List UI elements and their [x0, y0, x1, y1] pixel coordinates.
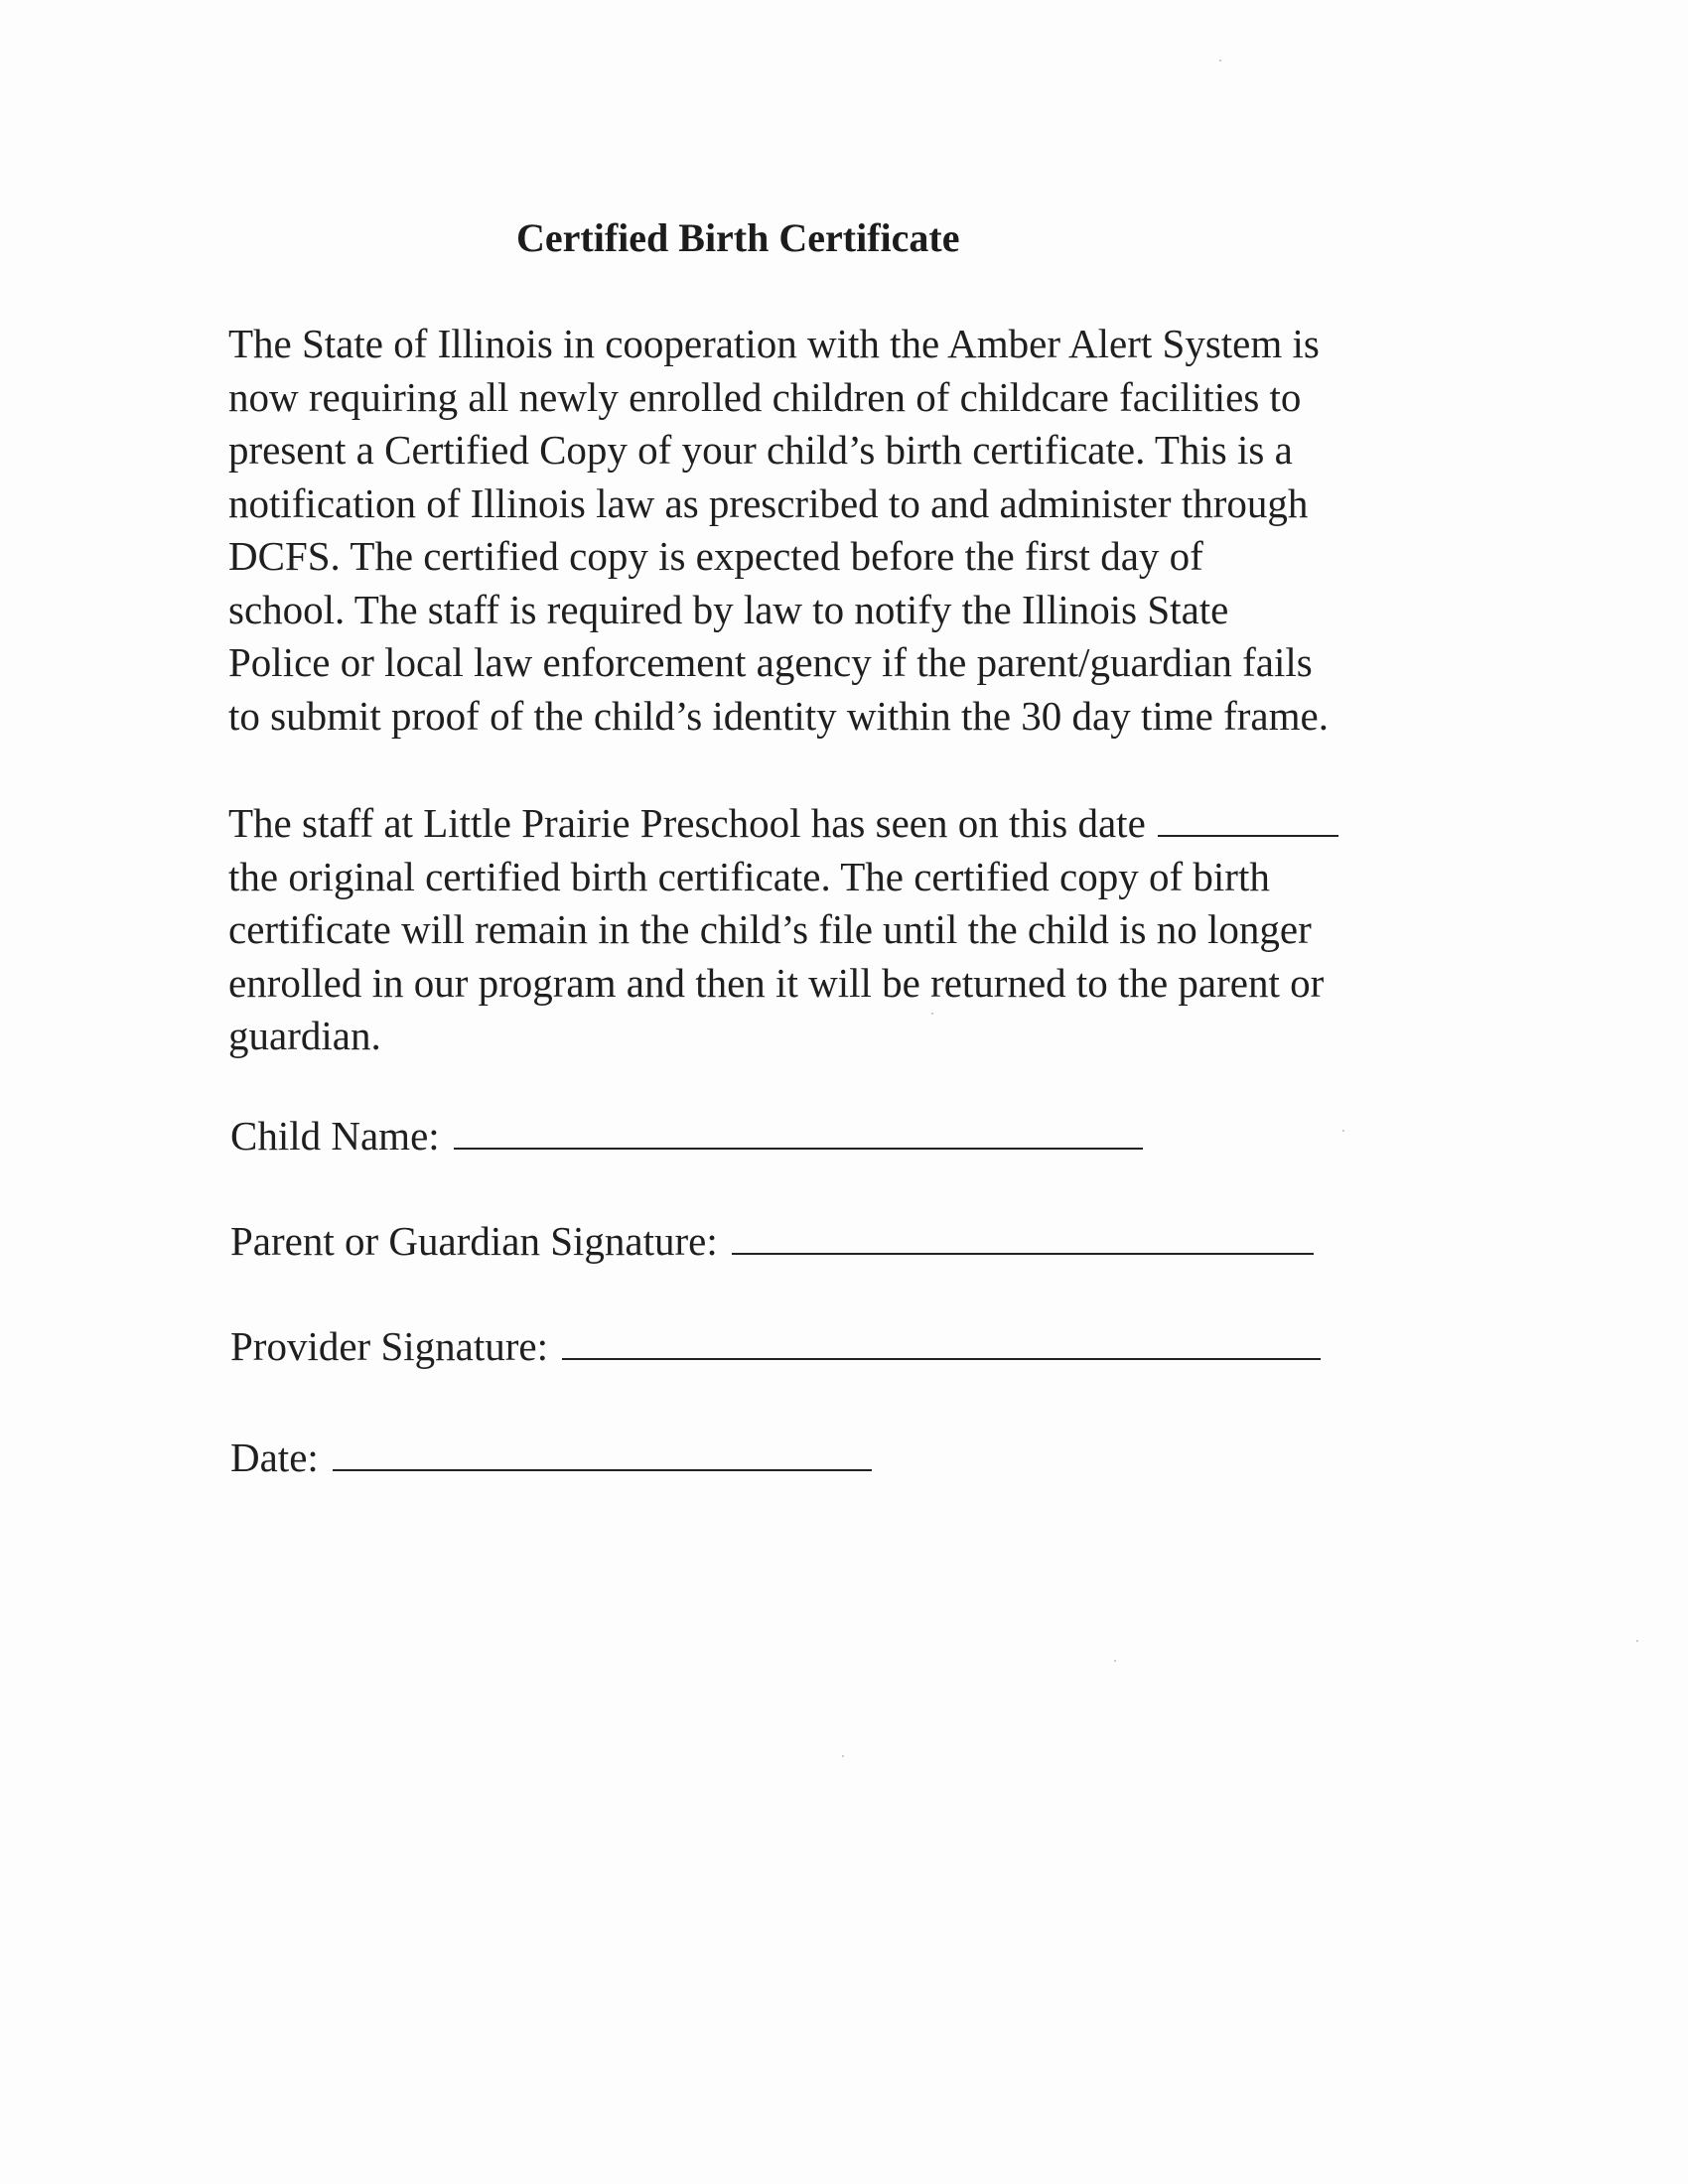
notice-paragraph	[228, 318, 1329, 743]
scan-speck	[1219, 60, 1221, 62]
document-title: Certified Birth Certificate	[516, 215, 960, 260]
paragraph-line: Police or local law enforcement agency if the parent/guardian fails	[228, 639, 1313, 685]
scan-speck	[842, 1755, 844, 1757]
seen-date-blank[interactable]	[1158, 801, 1338, 837]
provider-signature-field	[230, 1322, 1321, 1370]
paragraph-line: now requiring all newly enrolled children of childcare facilities to	[228, 373, 1302, 420]
paragraph-line: The State of Illinois in cooperation with the Amber Alert System is	[228, 321, 1320, 366]
provider-signature-label: Provider Signature:	[230, 1323, 548, 1369]
parent-signature-label: Parent or Guardian Signature:	[230, 1218, 718, 1264]
paragraph-line: the original certified birth certificate. The certified copy of birth	[228, 853, 1270, 899]
child-name-field	[230, 1112, 1143, 1160]
paragraph-line: school. The staff is required by law to notify the Illinois State	[228, 586, 1229, 632]
scan-speck	[931, 1013, 933, 1015]
child-name-label: Child Name:	[230, 1113, 440, 1159]
parent-signature-blank[interactable]	[732, 1219, 1314, 1255]
paragraph-line: DCFS. The certified copy is expected before the first day of	[228, 533, 1203, 579]
paragraph-line: present a Certified Copy of your child’s birth certificate. This is a	[228, 427, 1293, 473]
paragraph-line	[228, 797, 1338, 851]
paragraph-line: notification of Illinois law as prescribed to and administer through	[228, 479, 1309, 526]
verification-paragraph	[228, 797, 1338, 1063]
date-blank[interactable]	[333, 1435, 872, 1471]
scan-speck	[1114, 1660, 1116, 1662]
paragraph-line: enrolled in our program and then it will be returned to the parent or	[228, 959, 1325, 1006]
parent-signature-field	[230, 1217, 1314, 1265]
paragraph-line: certificate will remain in the child’s file until the child is no longer	[228, 906, 1312, 952]
scan-speck	[1342, 1130, 1344, 1132]
date-field	[230, 1433, 872, 1481]
child-name-blank[interactable]	[454, 1114, 1143, 1150]
paragraph-line-text: The staff at Little Prairie Preschool has seen on this date	[228, 800, 1146, 846]
date-label: Date:	[230, 1434, 319, 1480]
paragraph-line: to submit proof of the child’s identity within the 30 day time frame.	[228, 692, 1329, 739]
paragraph-line: guardian.	[228, 1013, 381, 1058]
provider-signature-blank[interactable]	[562, 1324, 1321, 1360]
scan-speck	[1636, 1640, 1638, 1642]
